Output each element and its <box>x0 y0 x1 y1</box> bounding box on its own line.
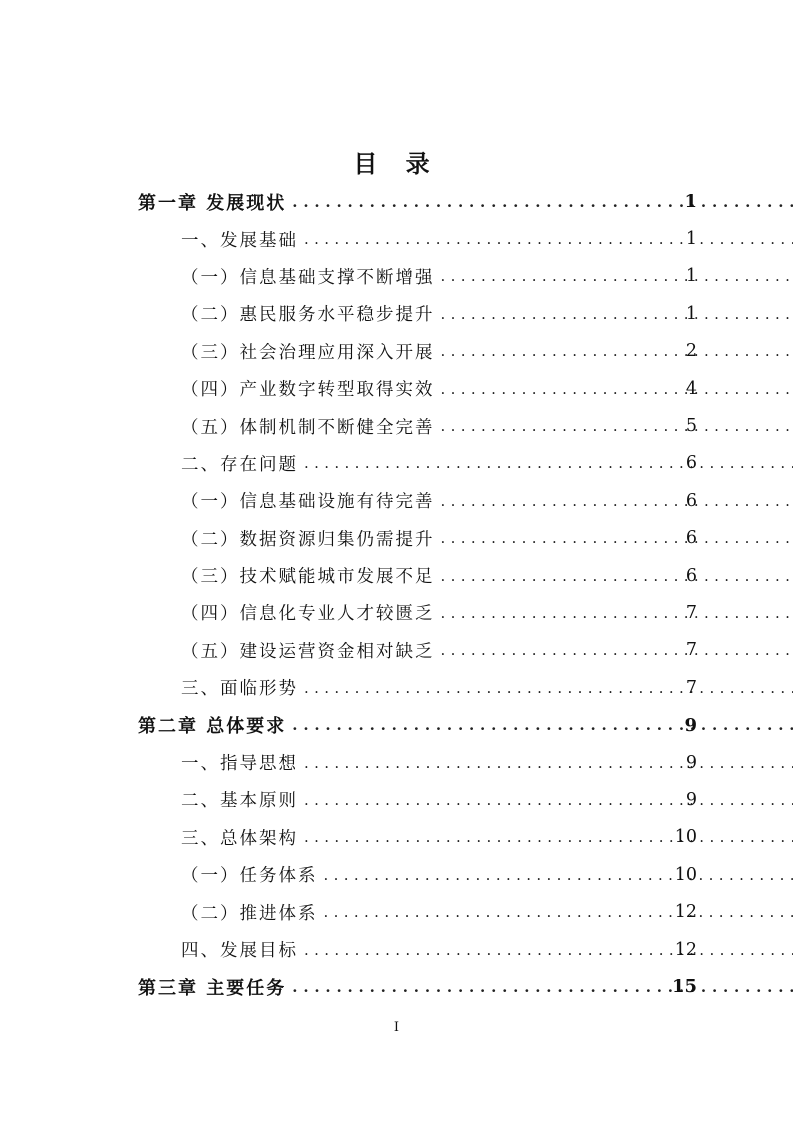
toc-entry-body <box>181 750 793 775</box>
toc-entry-body <box>181 264 793 289</box>
toc-entry-label: 第三章 主要任务 <box>138 977 287 999</box>
toc-entry-page: 7 <box>685 677 697 698</box>
page-number: I <box>393 1020 400 1035</box>
dot-leader <box>304 940 793 960</box>
toc-entry-label: （一）信息基础支撑不断增强 <box>181 267 435 288</box>
toc-entry-label: 一、指导思想 <box>181 754 298 775</box>
toc-subsection-entry[interactable] <box>0 295 793 332</box>
toc-entry-page: 5 <box>685 416 697 437</box>
toc-entry-body <box>181 526 793 551</box>
toc-entry-page: 1 <box>685 266 697 287</box>
dot-leader <box>324 865 793 885</box>
toc-entry-body <box>181 600 793 625</box>
dot-leader <box>441 304 793 324</box>
toc-chapter-entry[interactable] <box>0 183 793 220</box>
toc-section-entry[interactable] <box>0 669 793 706</box>
toc-entry-page: 7 <box>685 602 697 623</box>
toc-subsection-entry[interactable] <box>0 594 793 631</box>
toc-subsection-entry[interactable] <box>0 370 793 407</box>
toc-entry-body <box>181 675 793 700</box>
toc-entry-page: 7 <box>685 640 697 661</box>
toc-entry-label: （三）社会治理应用深入开展 <box>181 342 435 363</box>
toc-entry-body <box>181 414 793 439</box>
toc-subsection-entry[interactable] <box>0 482 793 519</box>
toc-subsection-entry[interactable] <box>0 333 793 370</box>
toc-entry-body <box>181 862 793 887</box>
toc-entry-label: 二、基本原则 <box>181 791 298 812</box>
toc-entry-label: 第一章 发展现状 <box>138 192 287 214</box>
dot-leader <box>304 790 793 810</box>
toc-entry-label: 三、面临形势 <box>181 679 298 700</box>
toc-entry-body <box>181 563 793 588</box>
toc-entry-label: （二）数据资源归集仍需提升 <box>181 529 435 550</box>
dot-leader <box>292 192 793 212</box>
toc-entry-body <box>181 638 793 663</box>
toc-entry-page: 12 <box>674 902 697 923</box>
toc-entry-page: 6 <box>685 490 697 511</box>
toc-entry-body <box>181 488 793 513</box>
toc-entry-label: （一）任务体系 <box>181 866 318 887</box>
dot-leader <box>441 566 793 586</box>
toc-entry-page: 2 <box>685 341 697 362</box>
toc-entry-page: 6 <box>685 453 697 474</box>
toc-entry-label: （五）体制机制不断健全完善 <box>181 417 435 438</box>
toc-entry-page: 6 <box>685 528 697 549</box>
toc-section-entry[interactable] <box>0 744 793 781</box>
dot-leader <box>324 902 793 922</box>
dot-leader <box>441 603 793 623</box>
dot-leader <box>441 341 793 361</box>
toc-subsection-entry[interactable] <box>0 557 793 594</box>
toc-subsection-entry[interactable] <box>0 258 793 295</box>
toc-entry-body <box>181 301 793 326</box>
toc-entry-label: 四、发展目标 <box>181 941 298 961</box>
toc-entry-page: 9 <box>685 789 697 810</box>
dot-leader <box>441 266 793 286</box>
toc-entry-label: （二）惠民服务水平稳步提升 <box>181 305 435 326</box>
dot-leader <box>441 379 793 399</box>
toc-entry-page: 6 <box>685 565 697 586</box>
toc-subsection-entry[interactable] <box>0 520 793 557</box>
toc-entry-label: （五）建设运营资金相对缺乏 <box>181 641 435 662</box>
toc-section-entry[interactable] <box>0 819 793 856</box>
toc-entry-page: 1 <box>685 303 697 324</box>
toc-entry-body <box>181 451 793 476</box>
toc-entry-body <box>181 376 793 401</box>
toc-entry-page: 1 <box>685 229 697 250</box>
dot-leader <box>304 229 793 249</box>
toc-entry-label: 二、存在问题 <box>181 454 298 475</box>
toc-entry-page: 12 <box>674 939 697 960</box>
table-of-contents <box>0 183 793 1006</box>
dot-leader <box>292 715 793 735</box>
toc-subsection-entry[interactable] <box>0 893 793 930</box>
toc-entry-page: 9 <box>685 752 697 773</box>
toc-section-entry[interactable] <box>0 931 793 968</box>
dot-leader <box>441 528 793 548</box>
toc-entry-page: 9 <box>684 714 697 736</box>
dot-leader <box>441 416 793 436</box>
toc-entry-body <box>181 937 793 962</box>
toc-entry-label: （三）技术赋能城市发展不足 <box>181 567 435 588</box>
toc-entry-body <box>181 825 793 850</box>
toc-entry-body <box>181 900 793 925</box>
dot-leader <box>304 678 793 698</box>
toc-section-entry[interactable] <box>0 781 793 818</box>
toc-subsection-entry[interactable] <box>0 407 793 444</box>
toc-chapter-entry[interactable] <box>0 968 793 1005</box>
dot-leader <box>292 977 793 997</box>
toc-chapter-entry[interactable] <box>0 706 793 743</box>
toc-entry-page: 10 <box>674 864 697 885</box>
toc-entry-body <box>181 227 793 252</box>
toc-entry-page: 1 <box>684 191 697 213</box>
toc-entry-body <box>181 787 793 812</box>
toc-entry-label: （二）推进体系 <box>181 903 318 924</box>
dot-leader <box>441 491 793 511</box>
toc-section-entry[interactable] <box>0 220 793 257</box>
toc-subsection-entry[interactable] <box>0 632 793 669</box>
toc-subsection-entry[interactable] <box>0 856 793 893</box>
dot-leader <box>304 827 793 847</box>
toc-entry-page: 10 <box>674 827 697 848</box>
toc-entry-label: 一、发展基础 <box>181 230 298 251</box>
toc-entry-label: 三、总体架构 <box>181 828 298 849</box>
toc-entry-label: （一）信息基础设施有待完善 <box>181 492 435 513</box>
toc-entry-page: 15 <box>671 976 697 998</box>
toc-entry-label: 第二章 总体要求 <box>138 716 287 738</box>
dot-leader <box>441 640 793 660</box>
dot-leader <box>304 753 793 773</box>
toc-entry-body <box>181 339 793 364</box>
toc-section-entry[interactable] <box>0 445 793 482</box>
dot-leader <box>304 453 793 473</box>
toc-entry-page: 4 <box>685 378 697 399</box>
toc-entry-label: （四）信息化专业人才较匮乏 <box>181 604 435 625</box>
toc-entry-label: （四）产业数字转型取得实效 <box>181 380 435 401</box>
toc-title: 目 录 <box>353 150 440 178</box>
